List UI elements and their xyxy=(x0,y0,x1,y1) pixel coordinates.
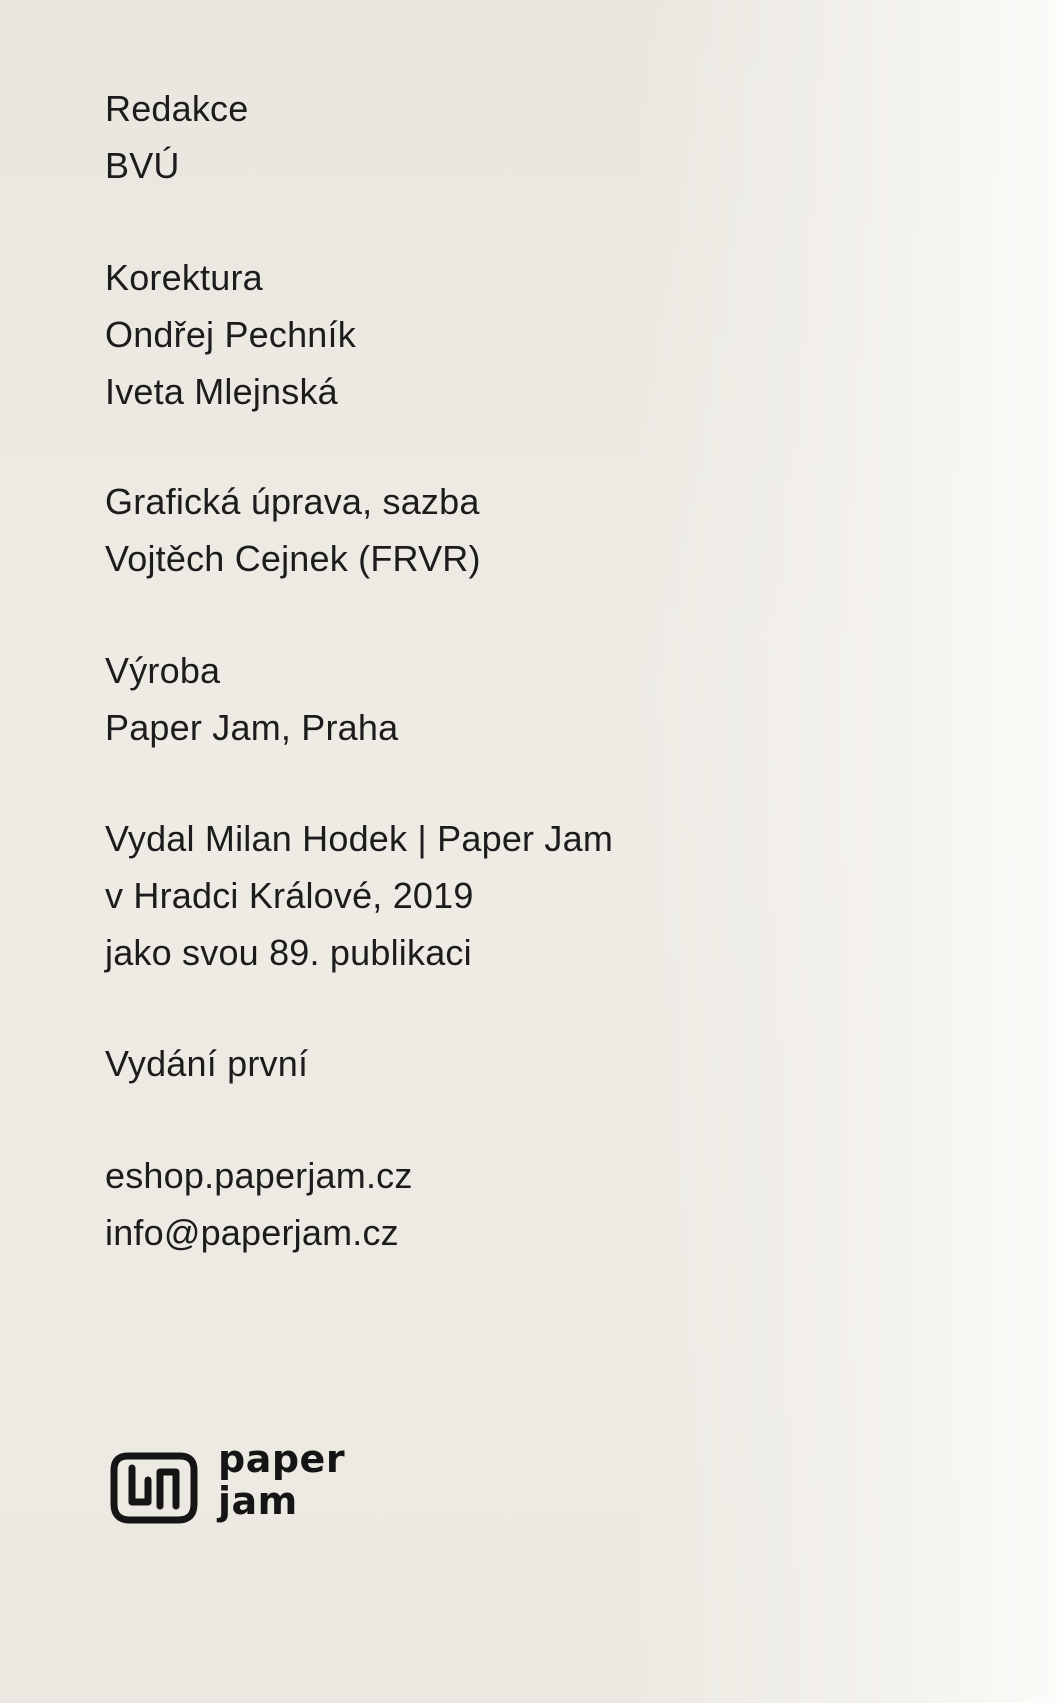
publisher-line: v Hradci Králové, 2019 xyxy=(105,875,474,916)
edition-line: Vydání první xyxy=(105,1043,309,1084)
logo-wordmark xyxy=(218,1438,345,1522)
credit-name: BVÚ xyxy=(105,145,180,186)
edition-statement xyxy=(105,1035,308,1092)
credit-heading-production: Výroba xyxy=(105,650,221,691)
credit-name: Vojtěch Cejnek (FRVR) xyxy=(105,538,481,579)
eshop-link: eshop.paperjam.cz xyxy=(105,1155,413,1196)
credit-proofreading xyxy=(105,249,356,420)
paperjam-logo-icon xyxy=(108,1450,200,1526)
email-address: info@paperjam.cz xyxy=(105,1212,399,1253)
logo-word-jam: jam xyxy=(218,1479,298,1523)
credit-heading-editing: Redakce xyxy=(105,88,249,129)
credit-production xyxy=(105,642,398,756)
contact-info xyxy=(105,1147,413,1261)
credit-name: Paper Jam, Praha xyxy=(105,707,399,748)
credit-heading-proofreading: Korektura xyxy=(105,257,263,298)
logo-word-paper: paper xyxy=(218,1437,346,1481)
publisher-line: Vydal Milan Hodek | Paper Jam xyxy=(105,818,614,859)
publisher-statement xyxy=(105,810,613,981)
credit-heading-design: Grafická úprava, sazba xyxy=(105,481,480,522)
credit-editing xyxy=(105,80,248,194)
paperjam-logo xyxy=(108,1438,368,1528)
credit-design xyxy=(105,473,481,587)
credit-name: Iveta Mlejnská xyxy=(105,371,338,412)
credit-name: Ondřej Pechník xyxy=(105,314,356,355)
publisher-line: jako svou 89. publikaci xyxy=(105,932,472,973)
